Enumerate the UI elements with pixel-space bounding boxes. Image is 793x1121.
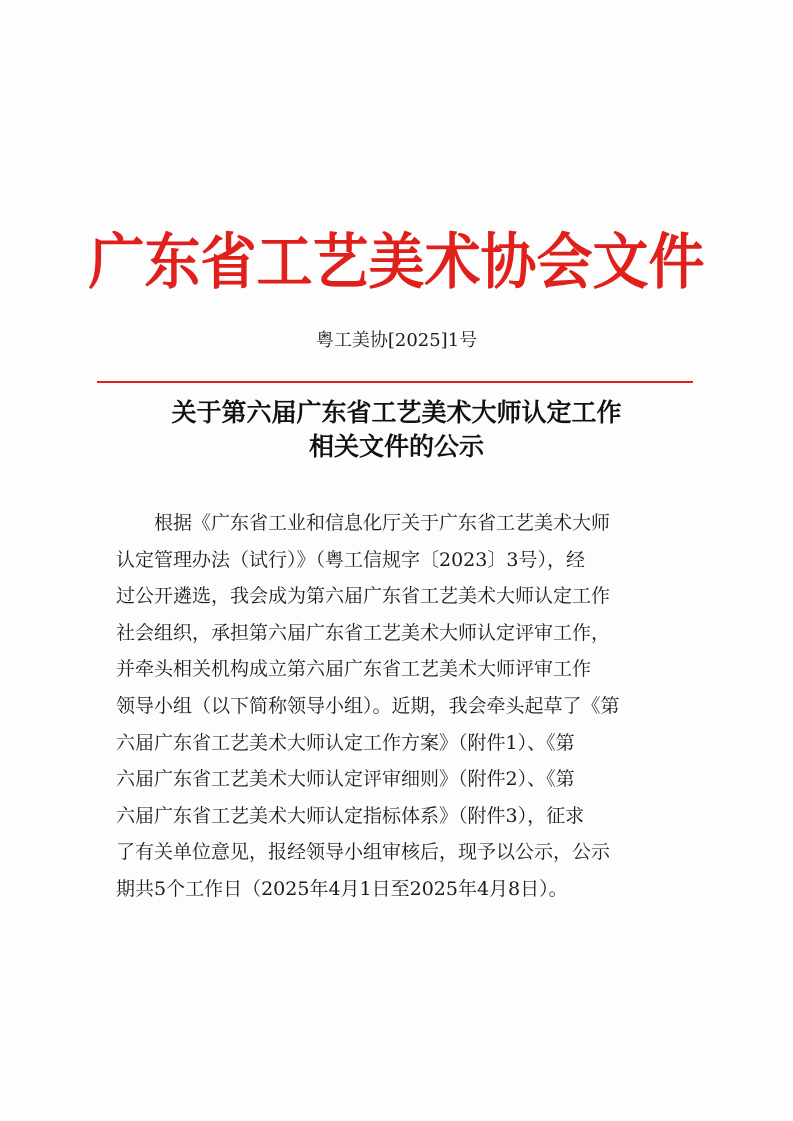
document-number: 粤工美协[2025]1号 [315,330,478,351]
body-line: 根据《广东省工业和信息化厅关于广东省工艺美术大师 [154,512,611,534]
body-paragraph [116,505,686,908]
document-title-line-1: 关于第六届广东省工艺美术大师认定工作 [171,398,622,427]
body-line: 六届广东省工艺美术大师认定评审细则》（附件2）、《第 [116,768,575,791]
body-line: 社会组织，承担第六届广东省工艺美术大师认定评审工作， [116,621,611,644]
document-title [0,396,793,464]
masthead-title: 广东省工艺美术协会文件 [88,226,705,298]
red-divider-line [97,381,693,383]
body-line: 过公开遴选，我会成为第六届广东省工艺美术大师认定工作 [116,585,611,608]
body-line: 了有关单位意见，报经领导小组审核后，现予以公示，公示 [116,841,611,864]
body-line: 并牵头相关机构成立第六届广东省工艺美术大师评审工作 [116,658,592,681]
body-line: 六届广东省工艺美术大师认定指标体系》（附件3），征求 [116,804,585,827]
body-line: 六届广东省工艺美术大师认定工作方案》（附件1）、《第 [116,731,575,754]
body-line: 认定管理办法（试行）》（粤工信规字〔2023〕3号），经 [116,548,585,571]
body-line: 期共5个工作日（2025年4月1日至2025年4月8日）。 [116,877,568,900]
body-line: 领导小组（以下简称领导小组）。近期，我会牵头起草了《第 [116,694,620,717]
document-title-line-2: 相关文件的公示 [308,432,484,461]
